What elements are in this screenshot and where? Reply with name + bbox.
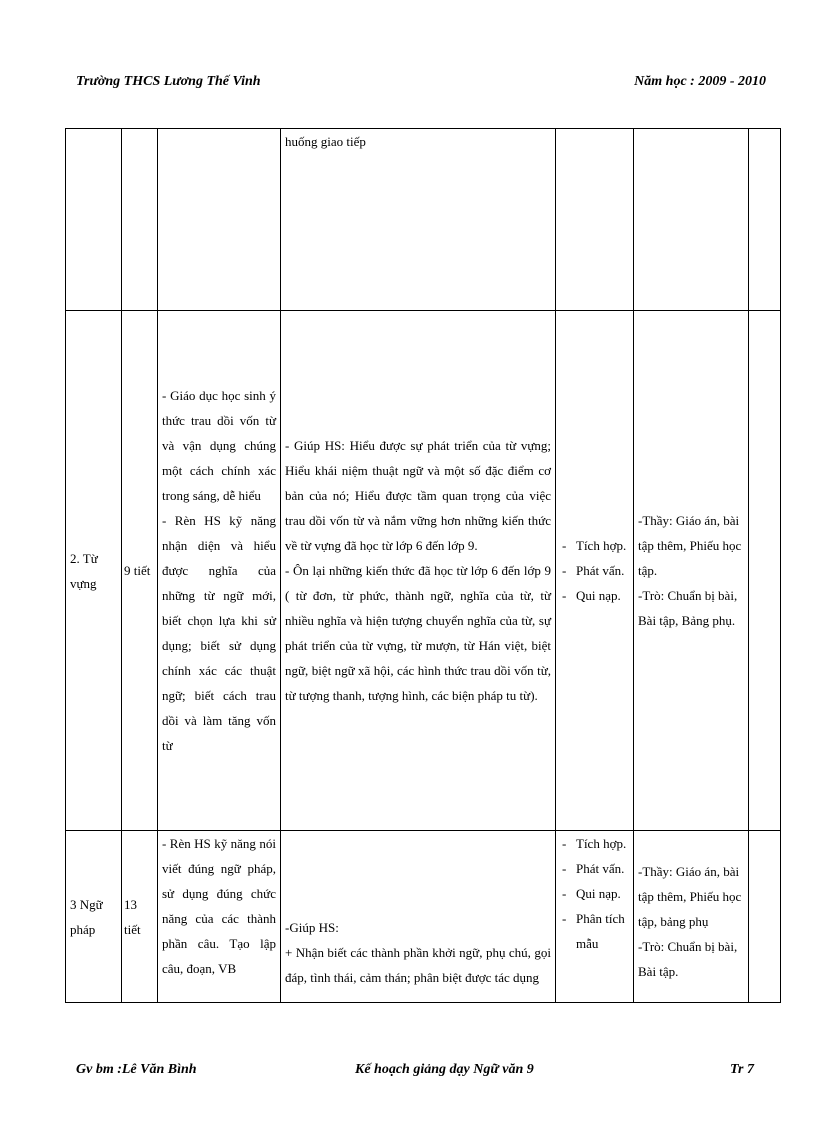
cell-area [66, 129, 122, 311]
teacher-name: Gv bm :Lê Văn Bình [76, 1062, 197, 1077]
cell-materials [634, 311, 749, 831]
school-name: Trường THCS Lương Thế Vinh [76, 74, 261, 89]
page-number: Tr 7 [730, 1062, 754, 1077]
method-item: - Tích hợp. [560, 831, 629, 856]
material-item: -Thầy: Giáo án, bài tập thêm, Phiếu học tập, bảng phụ [638, 864, 742, 929]
periods-label: 13 tiết [124, 896, 141, 937]
teaching-plan-table [65, 128, 781, 1003]
method-item: - Phát vấn. [560, 856, 629, 881]
goal-item: - Rèn HS kỹ năng nói viết đúng ngữ pháp, sử dụng đúng chức năng của các thành phần câu. Tạo lập câu, đoạn, VB [162, 836, 276, 976]
cell-methods [556, 311, 634, 831]
area-label: 2. Từ vựng [70, 550, 98, 591]
table-row-continuation [66, 129, 781, 311]
cell-materials [634, 831, 749, 1003]
cell-goals [158, 831, 281, 1003]
content-item: - Ôn lại những kiến thức đã học từ lớp 6 đến lớp 9 ( từ đơn, từ phức, thành ngữ, nghĩa của từ, từ nhiều nghĩa và hiện tượng chuyển nghĩa của từ, sự phát triển của từ vựng, từ mượn, từ Hán việt, biệt ngữ, biệt ngữ xã hội, các hình thức trau dồi vốn từ, từ tượng thanh, tượng hình, các biện pháp tu từ). [285, 563, 551, 703]
method-item: - Phân tích mẫu [560, 906, 629, 956]
method-item: - Qui nạp. [560, 881, 629, 906]
material-item: -Trò: Chuẩn bị bài, Bài tập, Bảng phụ. [638, 588, 738, 628]
material-item: -Trò: Chuẩn bị bài, Bài tập. [638, 939, 738, 979]
cell-content [281, 311, 556, 831]
material-item: -Thầy: Giáo án, bài tập thêm, Phiếu học tập. [638, 513, 742, 578]
content-text: huống giao tiếp [285, 134, 366, 149]
cell-periods [122, 129, 158, 311]
table-row-vocabulary [66, 311, 781, 831]
school-year: Năm học : 2009 - 2010 [634, 74, 766, 89]
goal-item: - Rèn HS kỹ năng nhận diện và hiểu được nghĩa của những từ ngữ mới, biết chọn lựa khi sử dụng; biết sử dụng chính xác các thuật ngữ; biết cách trau dồi và làm tăng vốn từ [162, 513, 276, 753]
cell-notes [749, 129, 781, 311]
document-title: Kế hoạch giảng dạy Ngữ văn 9 [355, 1062, 534, 1077]
content-item: - Giúp HS: Hiểu được sự phát triển của từ vựng; Hiểu khái niệm thuật ngữ và một số đặc điểm cơ bản của nó; Hiểu được tầm quan trọng của việc trau dồi vốn từ và nắm vững hơn những kiến thức về từ vựng đã học từ lớp 6 đến lớp 9. [285, 438, 551, 553]
content-item: -Giúp HS: [285, 920, 339, 935]
method-item: - Phát vấn. [560, 558, 629, 583]
cell-materials [634, 129, 749, 311]
cell-goals [158, 129, 281, 311]
method-item: - Qui nạp. [560, 583, 629, 608]
cell-area [66, 311, 122, 831]
periods-label: 9 tiết [124, 563, 151, 578]
cell-content [281, 831, 556, 1003]
content-item: + Nhận biết các thành phần khởi ngữ, phụ chú, gọi đáp, tình thái, cảm thán; phân biệt được tác dụng [285, 945, 551, 985]
area-label: 3 Ngữ pháp [70, 896, 103, 937]
table-row-grammar [66, 831, 781, 1003]
cell-notes [749, 831, 781, 1003]
goal-item: - Giáo dục học sinh ý thức trau dồi vốn từ và vận dụng chúng một cách chính xác trong sáng, dễ hiểu [162, 388, 276, 503]
cell-periods [122, 311, 158, 831]
cell-methods [556, 129, 634, 311]
cell-area [66, 831, 122, 1003]
cell-content [281, 129, 556, 311]
method-item: - Tích hợp. [560, 533, 629, 558]
cell-notes [749, 311, 781, 831]
cell-goals [158, 311, 281, 831]
cell-methods [556, 831, 634, 1003]
cell-periods [122, 831, 158, 1003]
